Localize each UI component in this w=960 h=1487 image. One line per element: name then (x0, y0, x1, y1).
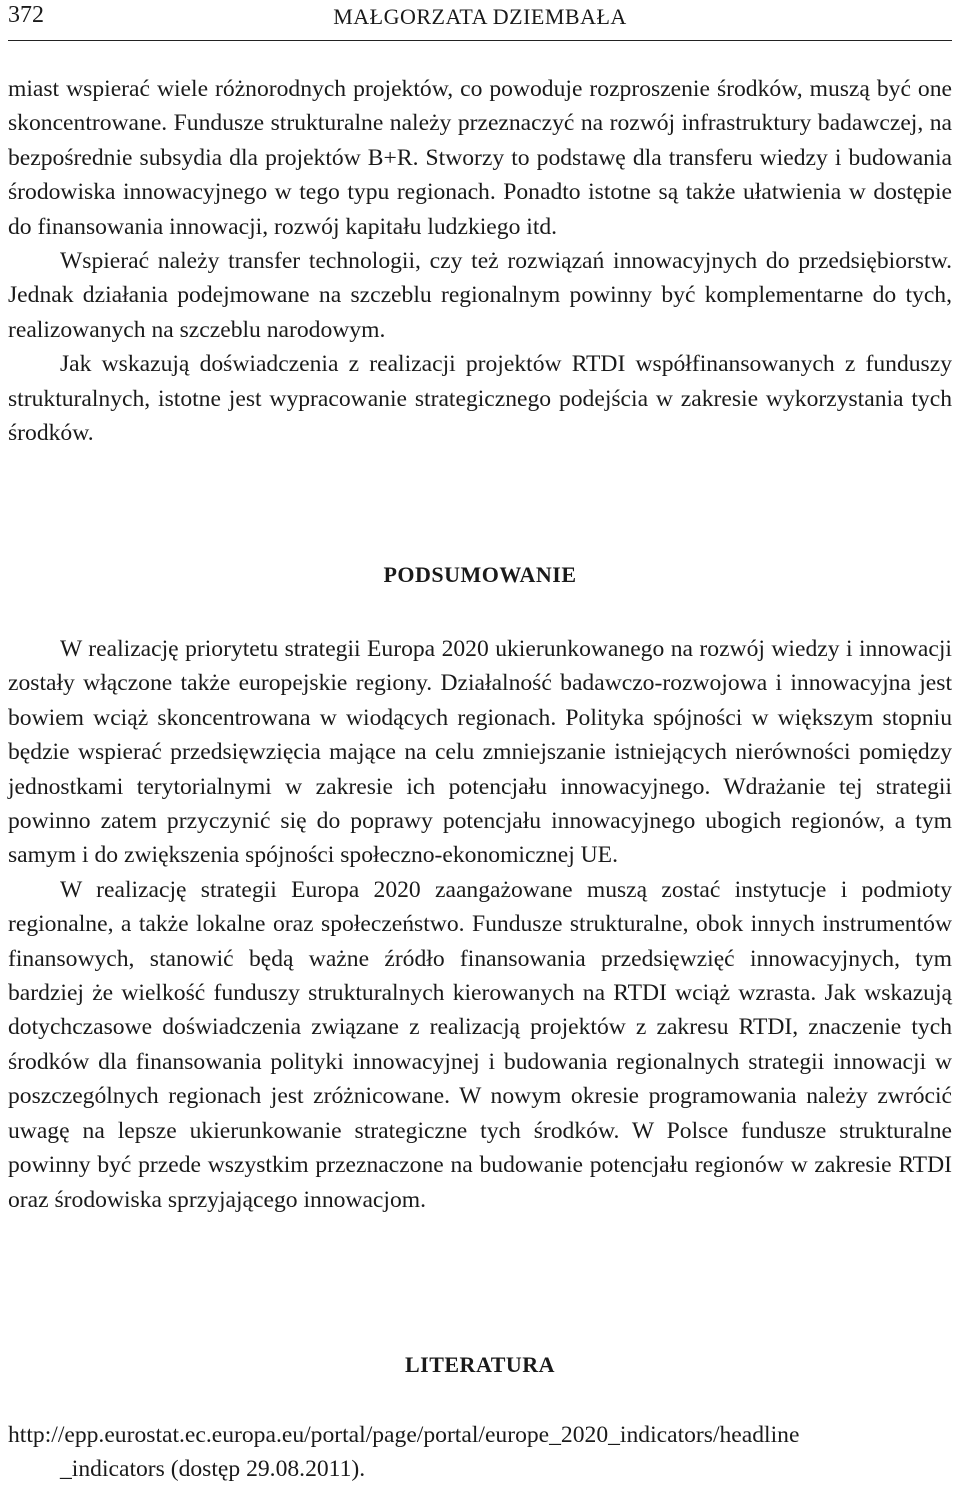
summary-section (8, 632, 952, 1217)
section-heading-summary: PODSUMOWANIE (383, 562, 577, 587)
paragraph: W realizację priorytetu strategii Europa 2020 ukierunkowanego na rozwój wiedzy i innowacji zostały włączone także europejskie regiony. Działalność badawczo-rozwojowa i innowacyjna jest bowiem wciąż skoncentrowana w wiodących regionach. Polityka spójności w większym stopniu będzie wspierać przedsięwzięcia mające na celu zmniejszanie istniejących nierówności pomiędzy jednostkami terytorialnymi w zakresie ich potencjału innowacyjnego. Wdrażanie tej strategii powinno zatem przyczynić się do poprawy potencjału innowacyjnego ubogich regionów, a tym samym i do zwiększenia spójności społeczno-ekonomicznej UE. (8, 636, 952, 869)
literature-list (8, 1418, 952, 1487)
section-heading-literature: LITERATURA (404, 1352, 556, 1377)
literature-entry-continuation: _indicators (dostęp 29.08.2011). (60, 1456, 366, 1483)
literature-heading-block (8, 1352, 952, 1378)
paragraph: Jak wskazują doświadczenia z realizacji projektów RTDI współfinansowanych z funduszy strukturalnych, istotne jest wypracowanie strategicznego podejścia w zakresie wykorzystania tych środków. (8, 351, 952, 447)
paragraph: W realizację strategii Europa 2020 zaangażowane muszą zostać instytucje i podmioty regionalne, a także lokalne oraz społeczeństwo. Fundusze strukturalne, obok innych instrumentów finansowych, stanowić będą ważne źródło finansowania przedsięwzięć innowacyjnych, tym bardziej że wielkość funduszy strukturalnych kierowanych na RTDI wciąż wzrasta. Jak wskazują dotychczasowe doświadczenia związane z realizacją projektów z zakresu RTDI, znaczenie tych środków dla finansowania polityki innowacyjnej i budowania regionalnych strategii innowacji w poszczególnych regionach jest zróżnicowane. W nowym okresie programowania należy zwrócić uwagę na lepsze ukierunkowanie strategiczne tych środków. W Polsce fundusze strukturalne powinny być przede wszystkim przeznaczone na budowanie potencjału regionów w zakresie RTDI oraz środowiska sprzyjającego innowacjom. (8, 876, 952, 1213)
paragraph: Wspierać należy transfer technologii, czy też rozwiązań innowacyjnych do przedsiębiorstw. Jednak działania podejmowane na szczeblu regionalnym powinny być komplementarne do tych, realizowanych na szczeblu narodowym. (8, 248, 952, 343)
running-head: MAŁGORZATA DZIEMBAŁA (333, 4, 627, 29)
body-text-top (8, 72, 952, 450)
paragraph: miast wspierać wiele różnorodnych projektów, co powoduje rozproszenie środków, muszą być one skoncentrowane. Fundusze strukturalne należy przeznaczyć na rozwój infrastruktury badawczej, na bezpośrednie subsydia dla projektów B+R. Stworzy to podstawę dla transferu wiedzy i budowania środowiska innowacyjnego w tego typu regionach. Ponadto istotne są także ułatwienia w dostępie do finansowania innowacji, rozwój kapitału ludzkiego itd. (8, 76, 952, 240)
summary-heading-block (8, 562, 952, 588)
page-header (8, 0, 952, 41)
literature-entry-url: http://epp.eurostat.ec.europa.eu/portal/page/portal/europe_2020_indicators/headline (8, 1422, 800, 1448)
page-number: 372 (8, 2, 44, 28)
literature-entry (8, 1418, 952, 1487)
